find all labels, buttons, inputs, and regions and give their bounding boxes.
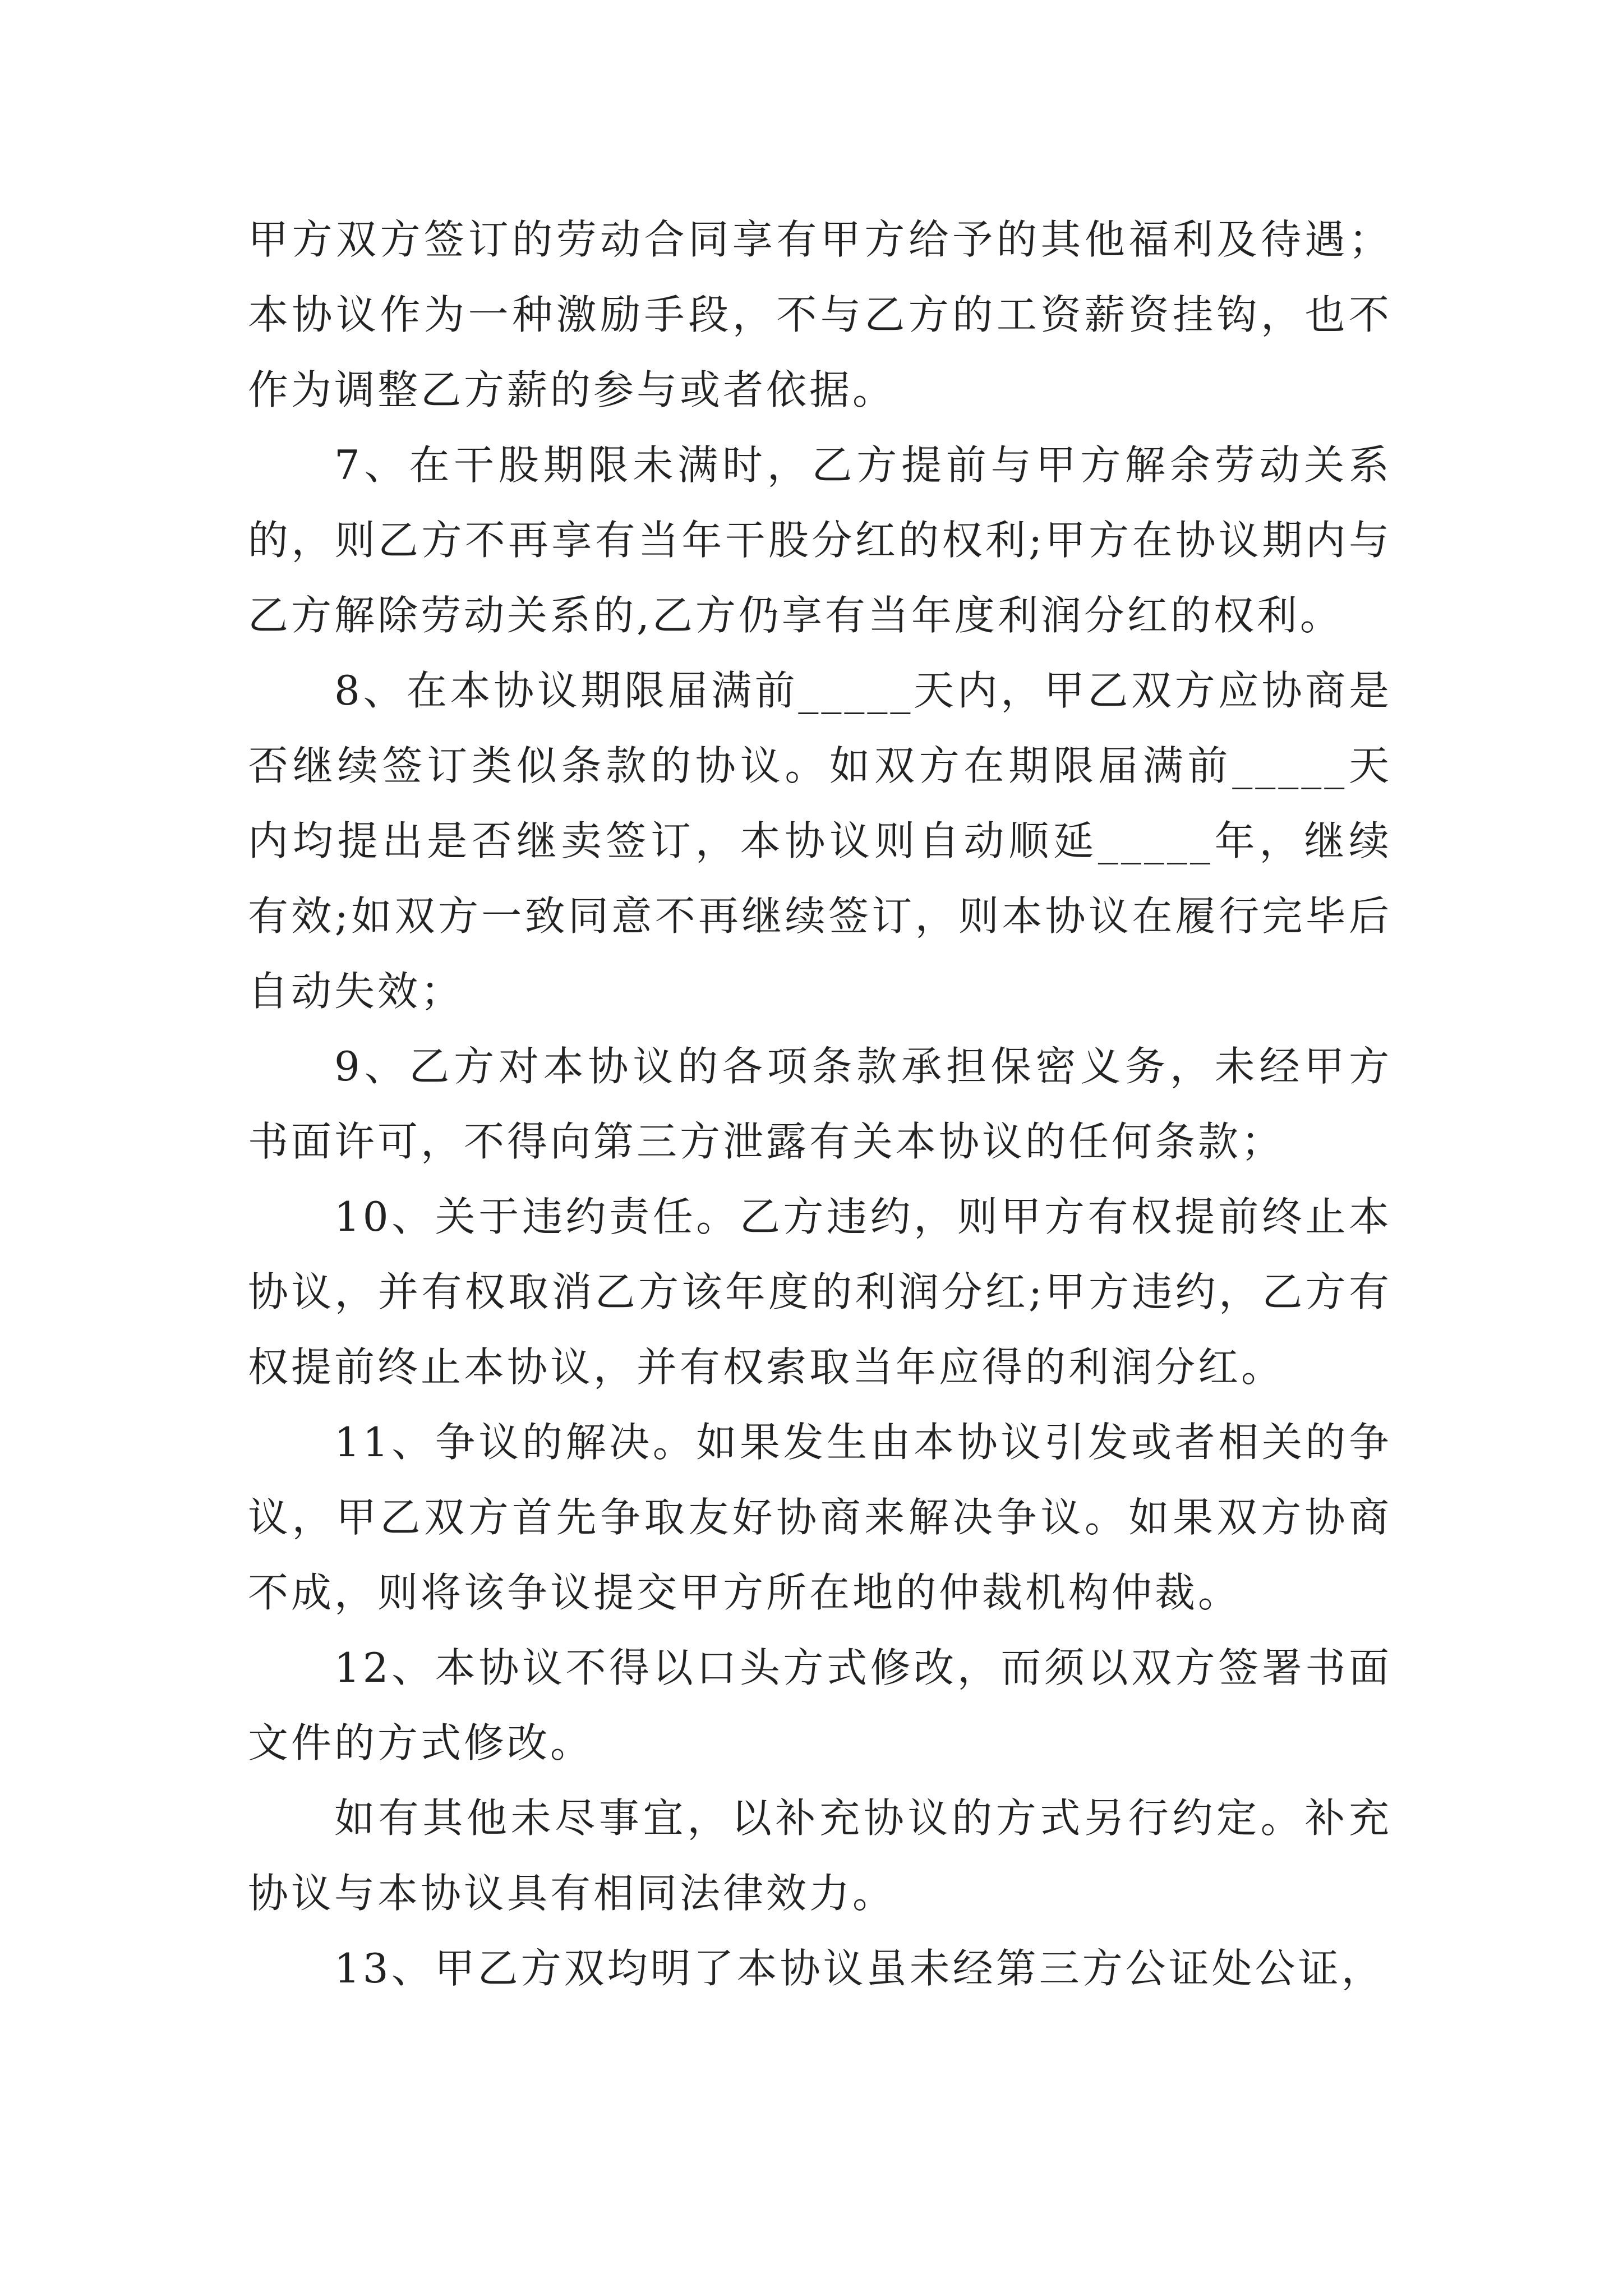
clause-10: 10、关于违约责任。乙方违约，则甲方有权提前终止本协议，并有权取消乙方该年度的利润分红;甲方违约，乙方有权提前终止本协议，并有权索取当年应得的利润分红。 xyxy=(248,1193,1392,1391)
supplementary-paragraph: 如有其他未尽事宜，以补充协议的方式另行约定。补充协议与本协议具有相同法律效力。 xyxy=(248,1795,1392,1917)
clause-7: 7、在干股期限未满时，乙方提前与甲方解余劳动关系的，则乙方不再享有当年干股分红的权利;甲方在协议期内与乙方解除劳动关系的,乙方仍享有当年度利润分红的权利。 xyxy=(248,441,1392,639)
paragraph-benefits: 甲方双方签订的劳动合同享有甲方给予的其他福利及待遇；本协议作为一种激励手段，不与乙方的工资薪资挂钩，也不作为调整乙方薪的参与或者依据。 xyxy=(248,216,1392,413)
clause-12: 12、本协议不得以口头方式修改，而须以双方签署书面文件的方式修改。 xyxy=(248,1644,1392,1766)
document-body xyxy=(248,202,1392,2006)
clause-11: 11、争议的解决。如果发生由本协议引发或者相关的争议，甲乙双方首先争取友好协商来解决争议。如果双方协商不成，则将该争议提交甲方所在地的仲裁机构仲裁。 xyxy=(248,1419,1392,1616)
clause-8: 8、在本协议期限届满前_____天内，甲乙双方应协商是否继续签订类似条款的协议。如双方在期限届满前_____天内均提出是否继卖签订，本协议则自动顺延_____年，继续有效;如双方一致同意不再继续签订，则本协议在履行完毕后自动失效； xyxy=(248,667,1392,1015)
clause-9: 9、乙方对本协议的各项条款承担保密义务，未经甲方书面许可，不得向第三方泄露有关本协议的任何条款； xyxy=(248,1043,1392,1165)
clause-13: 13、甲乙方双均明了本协议虽未经第三方公证处公证， xyxy=(334,1945,1385,1992)
